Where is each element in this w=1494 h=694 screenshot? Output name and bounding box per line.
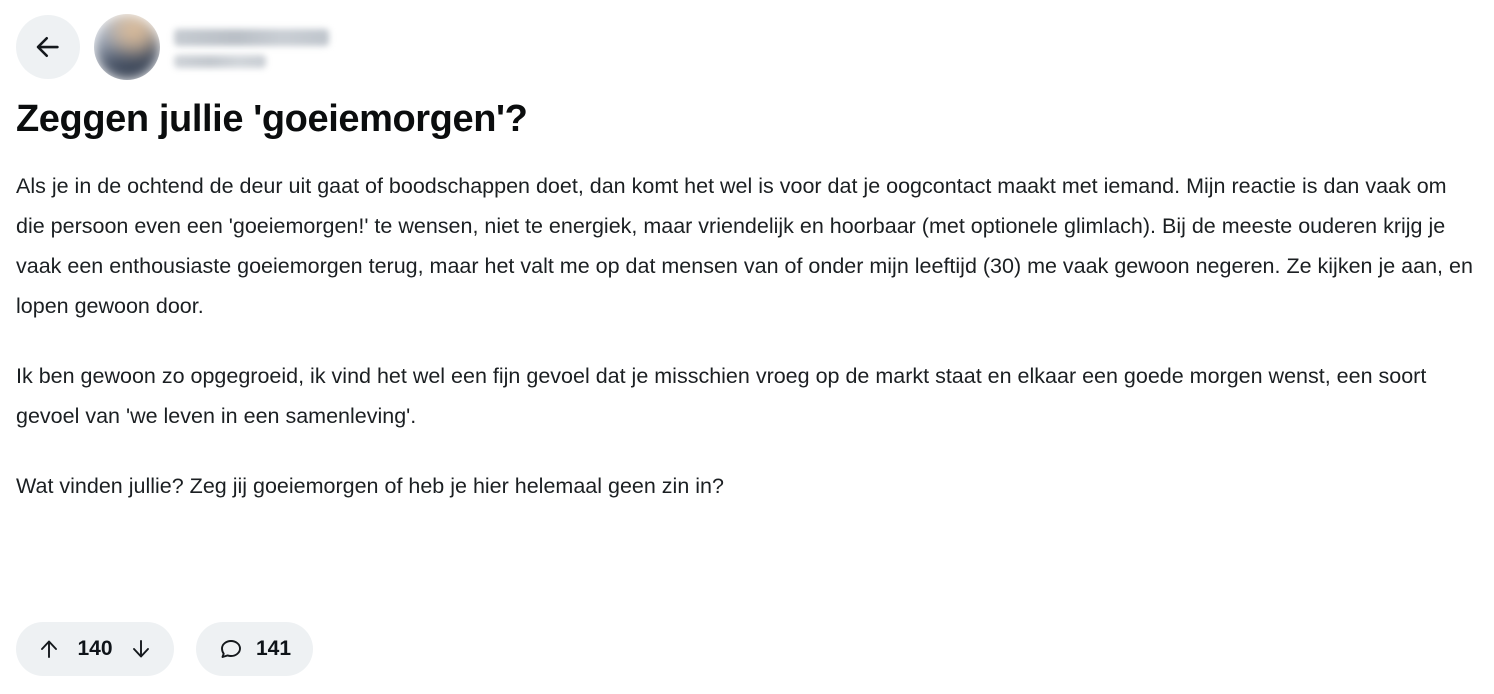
comment-count: 141: [256, 637, 292, 660]
vote-count: 140: [77, 637, 113, 660]
downvote-icon[interactable]: [128, 636, 154, 662]
comments-button[interactable]: [196, 622, 313, 676]
post-paragraph: Ik ben gewoon zo opgegroeid, ik vind het wel een fijn gevoel dat je misschien vroeg op de markt staat en elkaar een goede morgen wenst, een soort gevoel van 'we leven in een samenleving'.: [16, 364, 1427, 428]
post-paragraph: Wat vinden jullie? Zeg jij goeiemorgen of heb je hier helemaal geen zin in?: [16, 474, 724, 498]
post-body: [16, 166, 1478, 506]
post-meta: [174, 55, 266, 68]
author-name[interactable]: [174, 29, 329, 46]
author-block: [174, 27, 329, 68]
page-title: Zeggen jullie 'goeiemorgen'?: [16, 98, 528, 140]
avatar[interactable]: [94, 14, 160, 80]
comment-bubble-icon: [218, 636, 244, 662]
post-header: [16, 0, 1478, 84]
back-button[interactable]: [16, 15, 80, 79]
post-paragraph: Als je in de ochtend de deur uit gaat of boodschappen doet, dan komt het wel is voor dat je oogcontact maakt met iemand. Mijn reactie is dan vaak om die persoon even een 'goeiemorgen!' te wensen, niet te energiek, maar vriendelijk en hoorbaar (met optionele glimlach). Bij de meeste ouderen krijg je vaak een enthousiaste goeiemorgen terug, maar het valt me op dat mensen van of onder mijn leeftijd (30) me vaak gewoon negeren. Ze kijken je aan, en lopen gewoon door.: [16, 174, 1473, 318]
upvote-icon[interactable]: [36, 636, 62, 662]
vote-control: [16, 622, 174, 676]
post-actions: [16, 622, 313, 676]
arrow-left-icon: [33, 32, 63, 62]
